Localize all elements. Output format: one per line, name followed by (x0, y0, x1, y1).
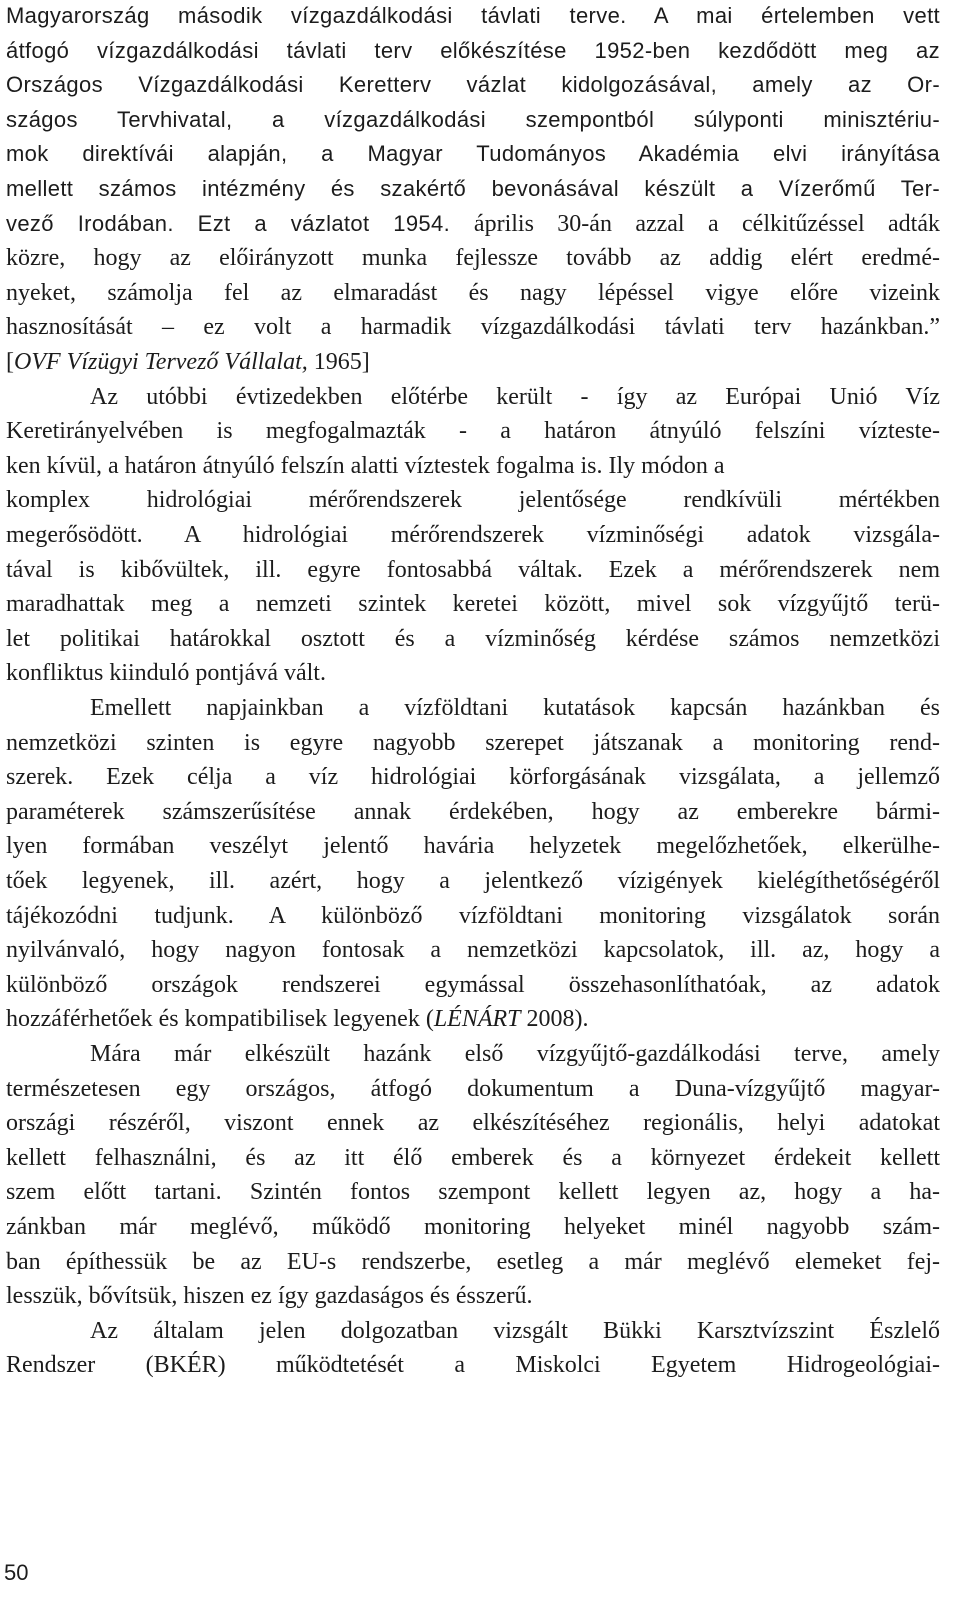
text-line (6, 0, 940, 34)
text-run: Az utóbbi évtizedekben előtérbe került - így az Európai Unió Víz (90, 383, 940, 410)
text-run: mellett számos intézmény és szakértő bevonásával készült a Vízerőmű Ter- (6, 176, 940, 201)
text-run: kellett felhasználni, és az itt élő emberek és a környezet érdekeit kellett (6, 1144, 940, 1171)
text-line (6, 1245, 940, 1280)
text-run: konfliktus kiinduló pontjává vált. (6, 660, 326, 687)
text-line (6, 1141, 940, 1176)
text-run: zánkban már meglévő, működő monitoring helyeket minél nagyobb szám- (6, 1214, 940, 1240)
text-run: tájékozódni tudjunk. A különböző vízföldtani monitoring vizsgálatok során (6, 902, 940, 929)
text-run: maradhattak meg a nemzeti szintek keretei között, mivel sok vízgyűjtő terü- (6, 591, 940, 618)
text-run: országi részéről, viszont ennek az elkészítéséhez regionális, helyi adatokat (6, 1110, 940, 1137)
text-line (6, 449, 940, 484)
text-line (6, 137, 940, 172)
text-line (6, 899, 940, 934)
text-line (6, 310, 940, 345)
text-line (6, 276, 940, 311)
text-line (6, 864, 940, 899)
text-line (6, 622, 940, 657)
text-run: átfogó vízgazdálkodási távlati terv előkészítése 1952-ben kezdődött meg az (6, 37, 940, 63)
text-line (6, 345, 940, 380)
text-line (6, 656, 940, 691)
text-line (6, 68, 940, 103)
text-run: szerek. Ezek célja a víz hidrológiai körforgásának vizsgálata, a jellemző (6, 764, 940, 791)
text-run: Országos Vízgazdálkodási Keretterv vázlat kidolgozásával, amely az Or- (6, 72, 940, 98)
text-run: paraméterek számszerűsítése annak érdekében, hogy az emberekre bármi- (6, 798, 940, 825)
text-run: lesszük, bővítsük, hiszen ez így gazdaságos és ésszerű. (6, 1283, 533, 1310)
text-run: Keretirányelvében is megfogalmazták - a határon átnyúló felszíni vízteste- (6, 418, 940, 445)
text-run: mok direktívái alapján, a Magyar Tudományos Akadémia elvi irányítása (6, 141, 940, 167)
text-run: természetesen egy országos, átfogó dokumentum a Duna-vízgyűjtő magyar- (6, 1075, 940, 1102)
text-line (6, 172, 940, 207)
italic-text-run: OVF Vízügyi Tervező Vállalat, (14, 349, 308, 375)
text-line (6, 518, 940, 553)
text-run: tával is kibővültek, ill. egyre fontosabbá váltak. Ezek a mérőrendszerek nem (6, 556, 940, 583)
text-run: ken kívül, a határon átnyúló felszín alatti víztestek fogalma is. Ily módon a (6, 452, 725, 479)
text-line (6, 1279, 940, 1314)
text-run: 2008). (520, 1006, 589, 1033)
text-run: let politikai határokkal osztott és a vízminőség kérdése számos nemzetközi (6, 625, 940, 652)
text-line (6, 207, 940, 242)
text-line (6, 760, 940, 795)
text-line (6, 414, 940, 449)
text-run: szágos Tervhivatal, a vízgazdálkodási szempontból súlyponti minisztériu- (6, 106, 940, 132)
text-run: Az általam jelen dolgozatban vizsgált Bükki Karsztvízszint Észlelő (90, 1317, 940, 1344)
text-line (6, 933, 940, 968)
text-run: megerősödött. A hidrológiai mérőrendszerek vízminőségi adatok vizsgála- (6, 522, 940, 548)
text-run: 1965] (307, 349, 370, 375)
text-line (6, 1037, 940, 1072)
text-line (6, 587, 940, 622)
text-run: Rendszer (BKÉR) működtetését a Miskolci Egyetem Hidrogeológiai- (6, 1352, 940, 1379)
text-line (6, 691, 940, 726)
text-run: tőek legyenek, ill. azért, hogy a jelentkező vízigények kielégíthetőségéről (6, 868, 940, 894)
text-line (6, 1106, 940, 1141)
text-run: lyen formában veszélyt jelentő havária helyzetek megelőzhetőek, elkerülhe- (6, 833, 940, 860)
text-line (6, 103, 940, 138)
text-run: komplex hidrológiai mérőrendszerek jelentősége rendkívüli mértékben (6, 487, 940, 514)
text-run: nemzetközi szinten is egyre nagyobb szerepet játszanak a monitoring rend- (6, 729, 940, 756)
text-run: hozzáférhetőek és kompatibilisek legyenek ( (6, 1006, 434, 1033)
italic-text-run: LÉNÁRT (433, 1006, 521, 1033)
text-run: április 30-án azzal a célkitűzéssel adták (473, 210, 940, 237)
text-run: közre, hogy az előirányzott munka fejlessze tovább az addig elért eredmé- (6, 245, 940, 272)
text-run: nyilvánvaló, hogy nagyon fontosak a nemzetközi kapcsolatok, ill. az, hogy a (6, 937, 940, 964)
text-line (6, 34, 940, 69)
text-run: Magyarország második vízgazdálkodási távlati terve. A mai értelemben vett (6, 3, 940, 28)
text-run: vező Irodában. Ezt a vázlatot 1954. (6, 210, 474, 236)
text-line (6, 1210, 940, 1245)
text-line (6, 968, 940, 1003)
text-line (6, 553, 940, 588)
text-line (6, 1072, 940, 1107)
text-line (6, 1314, 940, 1349)
text-run: hasznosítását – ez volt a harmadik vízgazdálkodási távlati terv hazánkban.” (6, 314, 940, 341)
text-run: Emellett napjainkban a vízföldtani kutatások kapcsán hazánkban és (90, 695, 940, 721)
text-line (6, 795, 940, 830)
text-run: szem előtt tartani. Szintén fontos szempont kellett legyen az, hogy a ha- (6, 1179, 940, 1206)
text-line (6, 1175, 940, 1210)
text-line (6, 726, 940, 761)
text-line (6, 829, 940, 864)
text-line (6, 1002, 940, 1037)
text-line (6, 1348, 940, 1383)
text-run: [ (6, 349, 14, 375)
text-line (6, 380, 940, 415)
text-run: különböző országok rendszerei egymással összehasonlíthatóak, az adatok (6, 971, 940, 998)
text-line (6, 483, 940, 518)
text-run: ban építhessük be az EU-s rendszerbe, esetleg a már meglévő elemeket fej- (6, 1248, 940, 1275)
text-run: nyeket, számolja fel az elmaradást és nagy lépéssel vigye előre vizeink (6, 279, 940, 306)
text-line (6, 241, 940, 276)
page-number: 50 (4, 1560, 29, 1585)
text-run: Mára már elkészült hazánk első vízgyűjtő-gazdálkodási terve, amely (90, 1041, 940, 1067)
